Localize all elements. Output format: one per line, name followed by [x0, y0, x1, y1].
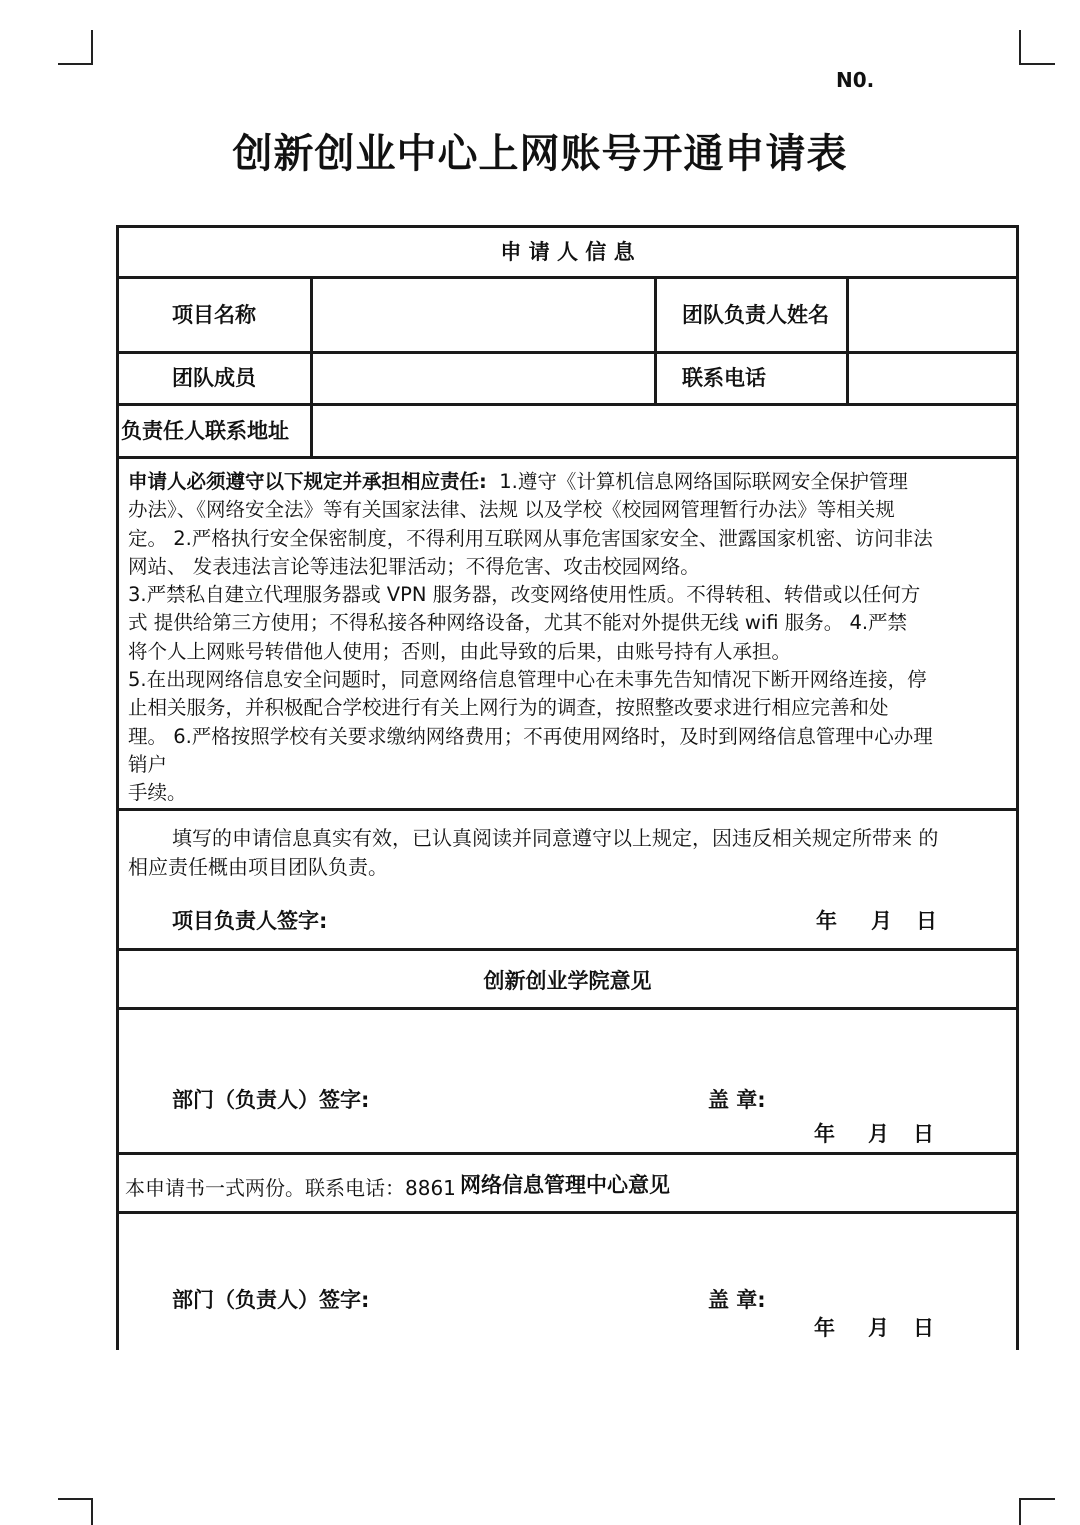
date-month-2: 月: [868, 1122, 889, 1146]
date-day-3: 日: [913, 1316, 934, 1340]
label-address: 负责任人联系地址: [121, 419, 289, 443]
network-signature-label: 部门（负责人）签字:: [172, 1288, 370, 1312]
section-applicant-info: 申 请 人 信 息: [500, 240, 635, 264]
network-seal-label: 盖 章:: [708, 1288, 766, 1312]
leader-signature-label: 项目负责人签字:: [172, 909, 328, 933]
date-year-1: 年: [816, 909, 837, 933]
date-day-2: 日: [913, 1122, 934, 1146]
page-title: 创新创业中心上网账号开通申请表: [232, 131, 848, 177]
crop-mark-bottom-right-v: [1019, 1498, 1021, 1525]
crop-mark-top-right-v: [1019, 30, 1021, 64]
crop-mark-top-right-h: [1019, 63, 1055, 65]
application-form: [116, 225, 1019, 1350]
college-opinion-field[interactable]: [119, 1010, 1016, 1060]
college-signature-label: 部门（负责人）签字:: [172, 1088, 370, 1112]
network-opinion-title: 网络信息管理中心意见: [460, 1173, 670, 1197]
network-opinion-field[interactable]: [119, 1214, 1016, 1264]
date-month-3: 月: [868, 1316, 889, 1340]
declaration-line-2: 相应责任概由项目团队负责。: [128, 855, 388, 879]
label-project-name: 项目名称: [172, 303, 256, 327]
date-year-2: 年: [814, 1122, 835, 1146]
label-team-leader: 团队负责人姓名: [682, 303, 829, 327]
crop-mark-top-left-h: [58, 63, 93, 65]
rules-text: 申请人必须遵守以下规定并承担相应责任: 1.遵守《计算机信息网络国际联网安全保护管理 办法》、《网络安全法》等有关国家法律、法规 以及学校《校园网管理暂行办法》等相关规 定。 2.严格执行安全保密制度，不得利用互联网从事危害国家安全、泄露国家机密、访问非法 网站、 发表违法言论等违法犯罪活动；不得危害、攻击校园网络。 3.严禁私自建立代理服务器或 VPN 服务器，改变网络使用性质。不得转租、转借或以任何方 式 提供给第三方使用；不得私接各种网络设备，尤其不能对外提供无线 wifi 服务。 4.严禁 将个人上网账号转借他人使用；否则，由此导致的后果，由账号持有人承担。 5.在出现网络信息安全问题时，同意网络信息管理中心在未事先告知情况下断开网络连接，停 止相关服务，并积极配合学校进行有关上网行为的调查，按照整改要求进行相应完善和处 理。 6.严格按照学校有关要求缴纳网络费用；不再使用网络时，及时到网络信息管理中心办理 销户 手续。: [128, 470, 933, 805]
date-day-1: 日: [916, 909, 937, 933]
footnote-text: 本申请书一式两份。联系电话：8861: [125, 1176, 456, 1200]
college-opinion-title: 创新创业学院意见: [483, 969, 652, 993]
college-seal-label: 盖 章:: [708, 1088, 766, 1112]
phone-field[interactable]: [849, 354, 1016, 403]
leader-signature-field[interactable]: [346, 897, 786, 937]
crop-mark-bottom-left-v: [91, 1498, 93, 1525]
serial-number-label: N0.: [836, 68, 875, 92]
date-year-3: 年: [814, 1316, 835, 1340]
crop-mark-bottom-left-h: [58, 1498, 93, 1500]
crop-mark-bottom-right-h: [1019, 1498, 1055, 1500]
address-field[interactable]: [313, 406, 1016, 456]
project-name-field[interactable]: [313, 279, 654, 351]
team-members-field[interactable]: [313, 354, 654, 403]
rules-heading: 申请人必须遵守以下规定并承担相应责任:: [128, 470, 487, 493]
label-team-members: 团队成员: [172, 366, 256, 390]
declaration-line-1: 填写的申请信息真实有效，已认真阅读并同意遵守以上规定，因违反相关规定所带来 的: [172, 826, 939, 850]
team-leader-field[interactable]: [849, 279, 1016, 351]
date-month-1: 月: [871, 909, 892, 933]
crop-mark-top-left-v: [91, 30, 93, 64]
label-phone: 联系电话: [682, 366, 766, 390]
